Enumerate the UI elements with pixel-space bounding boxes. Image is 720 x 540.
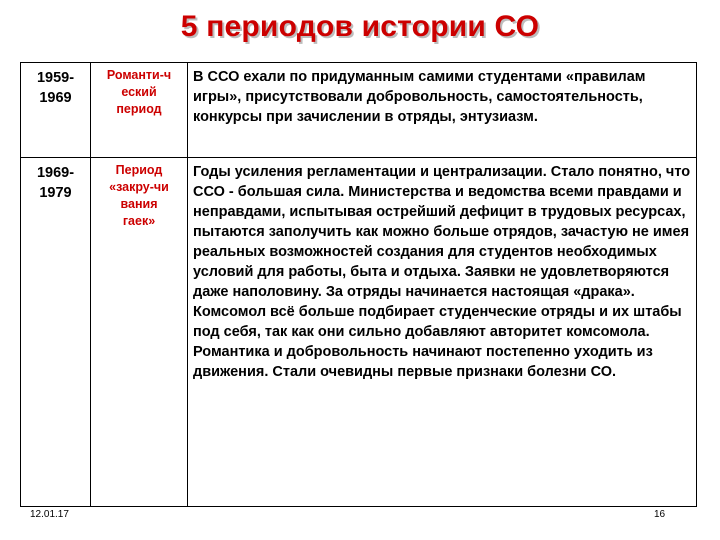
period-name-cell: [91, 63, 188, 158]
period-name-line: Романти-ч: [106, 68, 172, 82]
period-name-line: гаек»: [122, 214, 156, 228]
period-years-line: 1969-: [36, 165, 75, 181]
period-years-line: 1979: [39, 185, 72, 201]
period-name-line: «закру-чи: [109, 180, 169, 194]
period-name-line: период: [116, 102, 162, 116]
period-description-paragraph: Романтика и добровольность начинают постепенно уходить из движения. Стали очевидны первые признаки болезни СО.: [193, 344, 653, 380]
period-name-cell: [91, 158, 188, 507]
table-row: [21, 158, 697, 507]
page-number: 16: [654, 509, 666, 520]
period-description-paragraph: В ССО ехали по придуманным самими студентами «правилам игры», присутствовали добровольность, самостоятельность, конкурсы при зачислении в отряды, энтузиазм.: [193, 69, 646, 125]
period-name-line: еский: [121, 85, 157, 99]
period-years-cell: [21, 158, 91, 507]
period-description-paragraph: Комсомол всё больше подбирает студенческие отряды и их штабы под себя, так как они сильно добавляют авторитет комсомола.: [193, 304, 682, 340]
period-years-cell: [21, 63, 91, 158]
period-name-line: вания: [120, 197, 158, 211]
period-description-cell: [188, 63, 697, 158]
period-description-cell: [188, 158, 697, 507]
footer-date: 12.01.17: [30, 509, 69, 520]
period-years-line: 1959-: [36, 70, 75, 86]
period-years-line: 1969: [39, 90, 72, 106]
table-row: [21, 63, 697, 158]
page-title: 5 периодов истории СО: [180, 10, 540, 43]
period-description-paragraph: Годы усиления регламентации и централизации. Стало понятно, что ССО - большая сила. Министерства и ведомства всеми правдами и неправдами, испытывая острейший дефицит в трудовых ресурсах, пытаются заполучить как можно больше отрядов, зачастую не имея реальных возможностей создания для студентов необходимых условий для работы, быта и отдыха. Заявки не удовлетворяются даже наполовину. За отряды начинается настоящая «драка».: [193, 164, 691, 300]
periods-table: [20, 62, 697, 507]
period-name-line: Период: [115, 163, 163, 177]
